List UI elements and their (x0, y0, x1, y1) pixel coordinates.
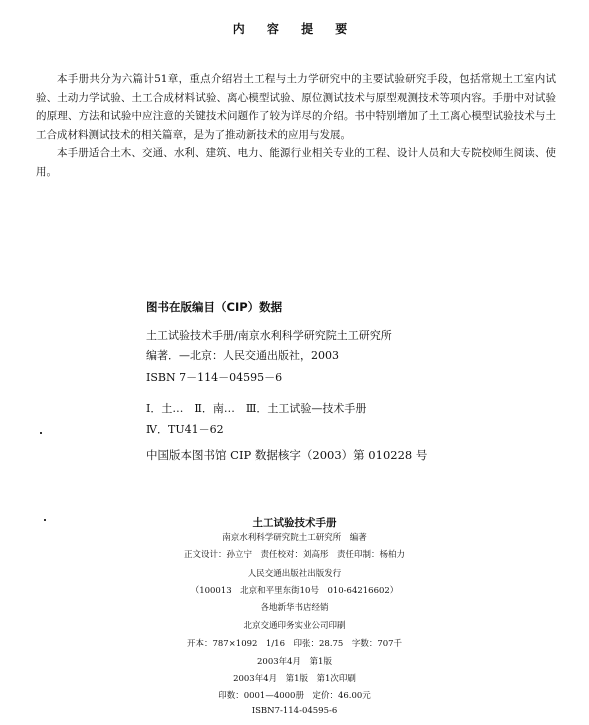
page-title: 内 容 提 要 (232, 22, 357, 36)
cip-author-line: 编著．—北京：人民交通出版社，2003 (146, 349, 339, 362)
colophon-publisher: 人民交通出版社出版发行 (247, 569, 342, 579)
colophon-print-date: 2003年4月 第1版 第1次印刷 (233, 674, 356, 684)
colophon-isbn: ISBN7-114-04595-6 (251, 706, 338, 716)
colophon-editors: 正文设计：孙立宁 责任校对：刘高彤 责任印制：杨柏力 (183, 550, 405, 560)
summary-paragraph: 本手册适合土木、交通、水利、建筑、电力、能源行业相关专业的工程、设计人员和大专院校师生阅读、使用。 (36, 147, 556, 178)
cip-verify-line: 中国版本图书馆 CIP 数据核字（2003）第 010228 号 (146, 448, 428, 462)
cip-class-line: Ⅳ．TU41－62 (146, 423, 224, 436)
summary-paragraph: 本手册共分为六篇计51章，重点介绍岩土工程与土力学研究中的主要试验研究手段，包括常规土工室内试验、土动力学试验、土工合成材料试验、离心模型试验、原位测试技术与原型观测技术等项内容。手册中对试验的原理、方法和试验中应注意的关键技术问题作了较为详尽的介绍。书中特别增加了土工离心模型试验技术与土工合成材料测试技术的相关篇章，是为了推动新技术的应用与发展。 (36, 73, 556, 141)
cip-isbn-line: ISBN 7－114－04595－6 (146, 371, 283, 384)
cip-subject-line: Ⅰ．土… Ⅱ．南… Ⅲ．土工试验—技术手册 (146, 402, 367, 415)
colophon-author: 南京水利科学研究院土工研究所 编著 (222, 533, 367, 543)
colophon-book-title: 土工试验技术手册 (252, 517, 337, 529)
colophon-specs: 开本：787×1092 1/16 印张：28.75 字数：707千 (186, 639, 403, 649)
cip-title-line: 土工试验技术手册/南京水利科学研究院土工研究所 (146, 329, 392, 342)
colophon-address: （100013 北京和平里东街10号 010-64216602） (190, 586, 399, 596)
summary-section (36, 70, 556, 181)
scan-speck (40, 432, 42, 434)
colophon-distributor: 各地新华书店经销 (260, 603, 329, 613)
colophon-count-price: 印数：0001—4000册 定价：46.00元 (218, 691, 371, 701)
colophon-edition-date: 2003年4月 第1版 (257, 657, 332, 667)
colophon-printer: 北京交通印务实业公司印刷 (243, 621, 346, 631)
cip-heading: 图书在版编目（CIP）数据 (146, 300, 283, 314)
